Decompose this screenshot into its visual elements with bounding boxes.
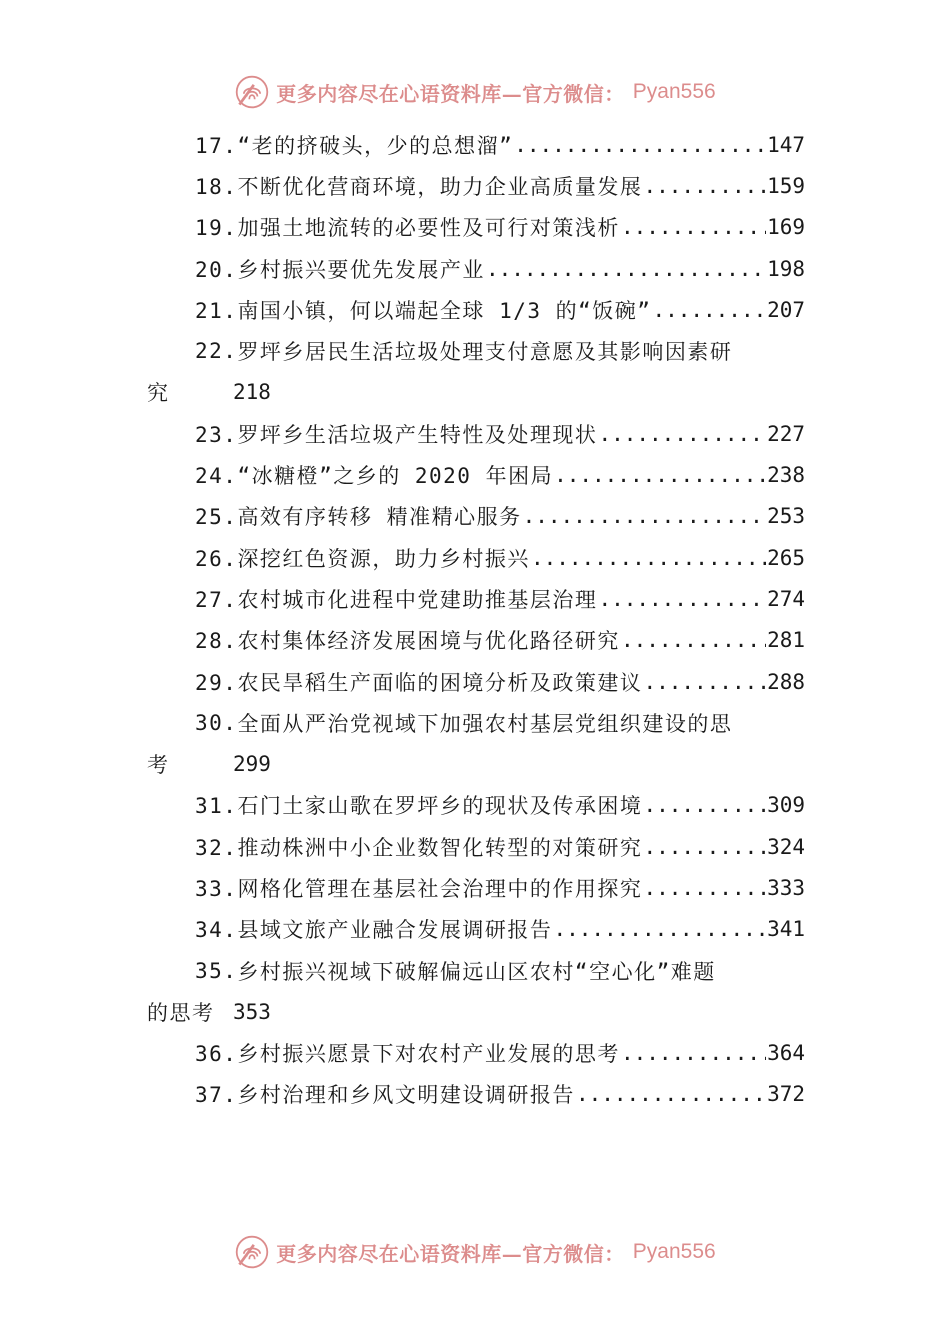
toc-entry-title-wrap xyxy=(147,991,271,1032)
toc-leader-dots xyxy=(643,174,766,198)
toc-page-number: 309 xyxy=(767,793,805,818)
toc-entry-26[interactable] xyxy=(0,537,805,578)
toc-page-number: 265 xyxy=(767,545,805,570)
toc-page-number: 274 xyxy=(767,586,805,611)
toc-entry-title: 30. 全面从严治党视域下加强农村基层党组织建设的思 xyxy=(195,710,733,736)
toc-leader-dots xyxy=(523,504,766,528)
toc-leader-dots xyxy=(621,628,766,652)
toc-entry-title: 21.南国小镇，何以端起全球 1/3 的“饭碗” xyxy=(195,298,652,323)
toc-page-number: 341 xyxy=(767,917,805,942)
table-of-contents xyxy=(0,124,950,1115)
toc-entry-title: 26.深挖红色资源，助力乡村振兴 xyxy=(195,546,530,571)
toc-page-number: 372 xyxy=(767,1082,805,1107)
toc-leader-dots xyxy=(598,422,766,446)
toc-entry-title: 28.农村集体经济发展困境与优化路径研究 xyxy=(195,629,620,654)
toc-leader-dots xyxy=(621,215,766,239)
toc-entry-title-tail: 的思考 xyxy=(147,1000,215,1025)
toc-page-number: 159 xyxy=(767,173,805,198)
toc-entry-19[interactable] xyxy=(0,207,805,248)
toc-entry-29[interactable] xyxy=(0,661,805,702)
toc-page-number: 364 xyxy=(767,1041,805,1066)
watermark-wechat-id: Pyan556 xyxy=(632,1240,716,1263)
toc-leader-dots xyxy=(514,133,766,157)
toc-leader-dots xyxy=(643,793,766,817)
toc-page-number: 281 xyxy=(767,628,805,653)
toc-entry-title-tail: 考 xyxy=(147,753,170,778)
toc-entry-25[interactable] xyxy=(0,496,805,537)
footer-watermark xyxy=(0,1230,950,1274)
toc-entry-34[interactable] xyxy=(0,909,805,950)
toc-entry-title: 37.乡村治理和乡风文明建设调研报告 xyxy=(195,1083,575,1108)
toc-leader-dots xyxy=(621,1041,766,1065)
toc-entry-18[interactable] xyxy=(0,165,805,206)
toc-leader-dots xyxy=(643,670,766,694)
toc-entry-37[interactable] xyxy=(0,1074,805,1115)
toc-leader-dots xyxy=(576,1082,766,1106)
toc-entry-28[interactable] xyxy=(0,620,805,661)
toc-entry-33[interactable] xyxy=(0,867,805,908)
toc-page-number: 218 xyxy=(233,380,271,405)
toc-page-number: 353 xyxy=(233,999,271,1024)
toc-leader-dots xyxy=(643,835,766,859)
toc-entry-title: 31.石门土家山歌在罗坪乡的现状及传承困境 xyxy=(195,794,643,819)
fingerprint-logo-icon xyxy=(234,74,270,110)
toc-entry-30[interactable] xyxy=(0,702,950,785)
toc-page-number: 227 xyxy=(767,421,805,446)
toc-entry-title: 34.县域文旅产业融合发展调研报告 xyxy=(195,918,553,943)
toc-page-number: 147 xyxy=(767,132,805,157)
toc-leader-dots xyxy=(554,463,766,487)
toc-entry-title-tail: 究 xyxy=(147,381,170,406)
toc-entry-22[interactable] xyxy=(0,330,950,413)
toc-entry-title: 35. 乡村振兴视域下破解偏远山区农村“空心化”难题 xyxy=(195,958,716,984)
toc-entry-35[interactable] xyxy=(0,950,950,1033)
toc-leader-dots xyxy=(486,257,766,281)
toc-entry-21[interactable] xyxy=(0,289,805,330)
toc-page-number: 299 xyxy=(233,752,271,777)
toc-entry-title-wrap xyxy=(147,743,271,784)
toc-entry-title: 20.乡村振兴要优先发展产业 xyxy=(195,257,485,282)
toc-leader-dots xyxy=(598,587,766,611)
toc-page-number: 169 xyxy=(767,215,805,240)
toc-entry-title: 18.不断优化营商环境，助力企业高质量发展 xyxy=(195,174,643,199)
watermark-text: 更多内容尽在心语资料库—官方微信： xyxy=(276,1241,625,1266)
toc-page-number: 288 xyxy=(767,669,805,694)
toc-leader-dots xyxy=(531,546,766,570)
toc-entry-17[interactable] xyxy=(0,124,805,165)
toc-page-number: 198 xyxy=(767,256,805,281)
toc-entry-31[interactable] xyxy=(0,785,805,826)
toc-entry-36[interactable] xyxy=(0,1033,805,1074)
toc-entry-24[interactable] xyxy=(0,454,805,495)
toc-page-number: 253 xyxy=(767,504,805,529)
toc-entry-20[interactable] xyxy=(0,248,805,289)
watermark-text: 更多内容尽在心语资料库—官方微信： xyxy=(276,81,625,106)
toc-page-number: 238 xyxy=(767,463,805,488)
toc-page-number: 333 xyxy=(767,875,805,900)
toc-entry-27[interactable] xyxy=(0,578,805,619)
toc-entry-title: 27.农村城市化进程中党建助推基层治理 xyxy=(195,587,598,612)
toc-entry-title: 33.网格化管理在基层社会治理中的作用探究 xyxy=(195,876,643,901)
toc-entry-title: 29.农民旱稻生产面临的困境分析及政策建议 xyxy=(195,670,643,695)
toc-entry-title: 19.加强土地流转的必要性及可行对策浅析 xyxy=(195,216,620,241)
toc-entry-title-wrap xyxy=(147,372,271,413)
toc-entry-title: 36.乡村振兴愿景下对农村产业发展的思考 xyxy=(195,1042,620,1067)
toc-leader-dots xyxy=(652,298,766,322)
fingerprint-logo-icon xyxy=(234,1234,270,1270)
toc-entry-title: 22. 罗坪乡居民生活垃圾处理支付意愿及其影响因素研 xyxy=(195,339,733,365)
watermark-wechat-id: Pyan556 xyxy=(632,80,716,103)
toc-entry-23[interactable] xyxy=(0,413,805,454)
toc-leader-dots xyxy=(643,876,766,900)
toc-entry-title: 23.罗坪乡生活垃圾产生特性及处理现状 xyxy=(195,422,598,447)
toc-entry-title: 24.“冰糖橙”之乡的 2020 年困局 xyxy=(195,464,554,489)
toc-entry-32[interactable] xyxy=(0,826,805,867)
toc-entry-title: 25.高效有序转移 精准精心服务 xyxy=(195,505,522,530)
toc-page-number: 324 xyxy=(767,834,805,859)
header-watermark xyxy=(0,70,950,114)
toc-entry-title: 17.“老的挤破头，少的总想溜” xyxy=(195,133,514,158)
toc-page-number: 207 xyxy=(767,297,805,322)
toc-leader-dots xyxy=(553,917,766,941)
toc-entry-title: 32.推动株洲中小企业数智化转型的对策研究 xyxy=(195,835,643,860)
